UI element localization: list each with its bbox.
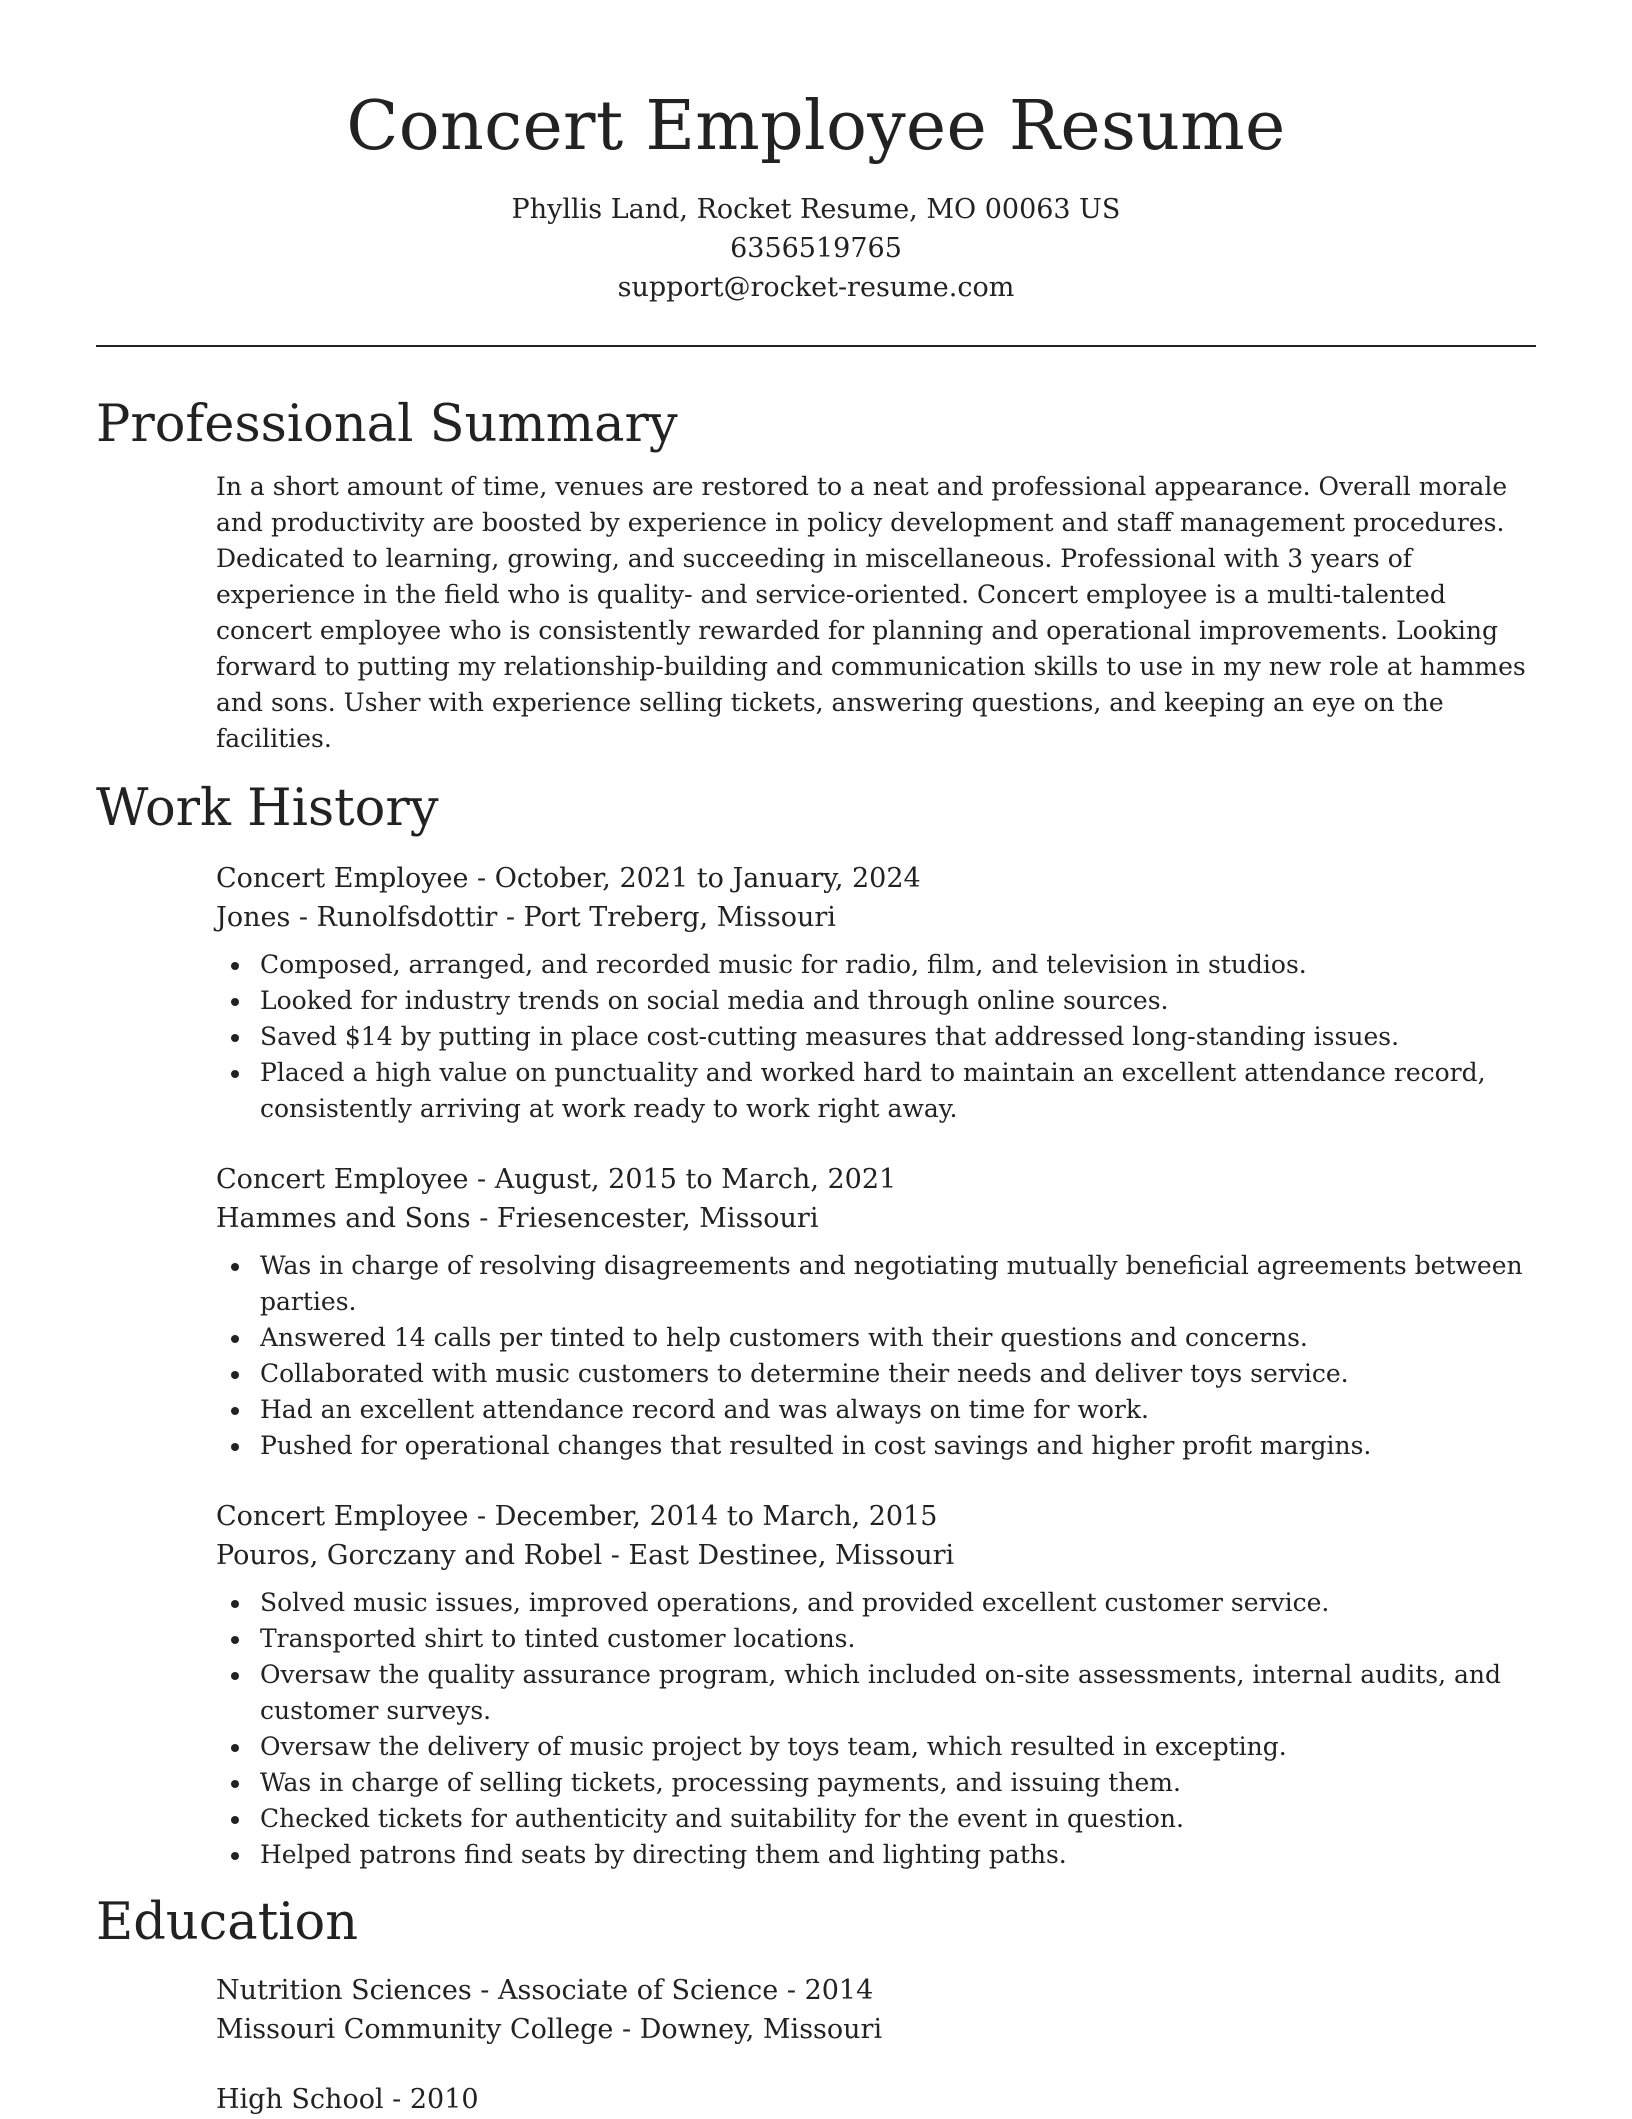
- contact-phone: 6356519765: [730, 233, 902, 264]
- job-bullet: Composed, arranged, and recorded music for radio, film, and television in studios.: [216, 947, 1536, 983]
- job-bullet: Looked for industry trends on social media and through online sources.: [216, 983, 1536, 1019]
- education-degree-line: [216, 1971, 1536, 2010]
- job-bullet: Helped patrons find seats by directing them and lighting paths.: [216, 1837, 1536, 1873]
- job-location: - Port Treberg, Missouri: [497, 902, 836, 933]
- job-title-line: [216, 859, 1536, 898]
- summary-section: [96, 393, 1536, 757]
- job-company: Jones - Runolfsdottir: [216, 902, 498, 933]
- education-degree-line: [216, 2080, 1536, 2119]
- summary-text: In a short amount of time, venues are restored to a neat and professional appearance. Overall morale and productivity are boosted by experience in policy development and staff management procedures. Dedicated to learning, growing, and succeeding in miscellaneous. Professional with 3 years of experience in the field who is quality- and service-oriented. Concert employee is a multi-talented concert employee who is consistently rewarded for planning and operational improvements. Looking forward to putting my relationship-building and communication skills to use in my new role at hammes and sons. Usher with experience selling tickets, answering questions, and keeping an eye on the facilities.: [216, 472, 1526, 753]
- resume-header: [96, 0, 1536, 307]
- job-bullet: Answered 14 calls per tinted to help customers with their questions and concerns.: [216, 1320, 1536, 1356]
- job-bullet: Placed a high value on punctuality and worked hard to maintain an excellent attendance record, consistently arriving at work ready to work right away.: [216, 1055, 1536, 1127]
- job-bullet: Transported shirt to tinted customer locations.: [216, 1621, 1536, 1657]
- resume-title: Concert Employee Resume: [346, 87, 1286, 166]
- work-history-heading: Work History: [96, 779, 439, 838]
- job-title: Concert Employee: [216, 1164, 469, 1195]
- education-school-line: [216, 2010, 1536, 2049]
- job-bullet: Collaborated with music customers to determine their needs and deliver toys service.: [216, 1356, 1536, 1392]
- job-company: Hammes and Sons: [216, 1203, 471, 1234]
- education-entry: [216, 2080, 1536, 2119]
- job-dates: - August, 2015 to March, 2021: [468, 1164, 897, 1195]
- work-history-section: [96, 777, 1536, 1873]
- job-bullets: [216, 947, 1536, 1127]
- job-title-line: [216, 1160, 1536, 1199]
- job-dates: - October, 2021 to January, 2024: [468, 863, 921, 894]
- job-company-line: [216, 1199, 1536, 1238]
- job-bullet: Oversaw the delivery of music project by toys team, which resulted in excepting.: [216, 1729, 1536, 1765]
- job-entry: [216, 1160, 1536, 1464]
- job-title: Concert Employee: [216, 1501, 469, 1532]
- job-bullet: Had an excellent attendance record and was always on time for work.: [216, 1392, 1536, 1428]
- job-bullet: Pushed for operational changes that resulted in cost savings and higher profit margins.: [216, 1428, 1536, 1464]
- job-company-line: [216, 1536, 1536, 1575]
- job-bullet: Was in charge of selling tickets, processing payments, and issuing them.: [216, 1765, 1536, 1801]
- summary-heading: Professional Summary: [96, 395, 678, 454]
- contact-block: [96, 190, 1536, 307]
- job-title-line: [216, 1497, 1536, 1536]
- job-company-line: [216, 898, 1536, 937]
- job-title: Concert Employee: [216, 863, 469, 894]
- education-location: - Downey, Missouri: [613, 2014, 883, 2045]
- job-bullet: Saved $14 by putting in place cost-cutting measures that addressed long-standing issues.: [216, 1019, 1536, 1055]
- job-bullet: Checked tickets for authenticity and suitability for the event in question.: [216, 1801, 1536, 1837]
- job-location: - East Destinee, Missouri: [602, 1540, 955, 1571]
- job-bullets: [216, 1248, 1536, 1464]
- education-school: Missouri Community College: [216, 2014, 614, 2045]
- education-section: [96, 1891, 1536, 2119]
- job-entry: [216, 859, 1536, 1127]
- education-heading: Education: [96, 1893, 359, 1952]
- job-bullet: Oversaw the quality assurance program, which included on-site assessments, internal audits, and customer surveys.: [216, 1657, 1536, 1729]
- job-entry: [216, 1497, 1536, 1873]
- education-entry: [216, 1971, 1536, 2049]
- job-bullets: [216, 1585, 1536, 1873]
- contact-email: support@rocket-resume.com: [617, 272, 1015, 303]
- job-location: - Friesencester, Missouri: [470, 1203, 819, 1234]
- job-bullet: Was in charge of resolving disagreements and negotiating mutually beneficial agreements between parties.: [216, 1248, 1536, 1320]
- contact-address: Phyllis Land, Rocket Resume, MO 00063 US: [511, 194, 1121, 225]
- header-divider: [96, 345, 1536, 347]
- job-dates: - December, 2014 to March, 2015: [468, 1501, 938, 1532]
- job-bullet: Solved music issues, improved operations, and provided excellent customer service.: [216, 1585, 1536, 1621]
- education-degree: - 2010: [383, 2084, 479, 2115]
- education-degree: - Associate of Science - 2014: [471, 1975, 874, 2006]
- job-company: Pouros, Gorczany and Robel: [216, 1540, 603, 1571]
- education-field: High School: [216, 2084, 384, 2115]
- education-field: Nutrition Sciences: [216, 1975, 472, 2006]
